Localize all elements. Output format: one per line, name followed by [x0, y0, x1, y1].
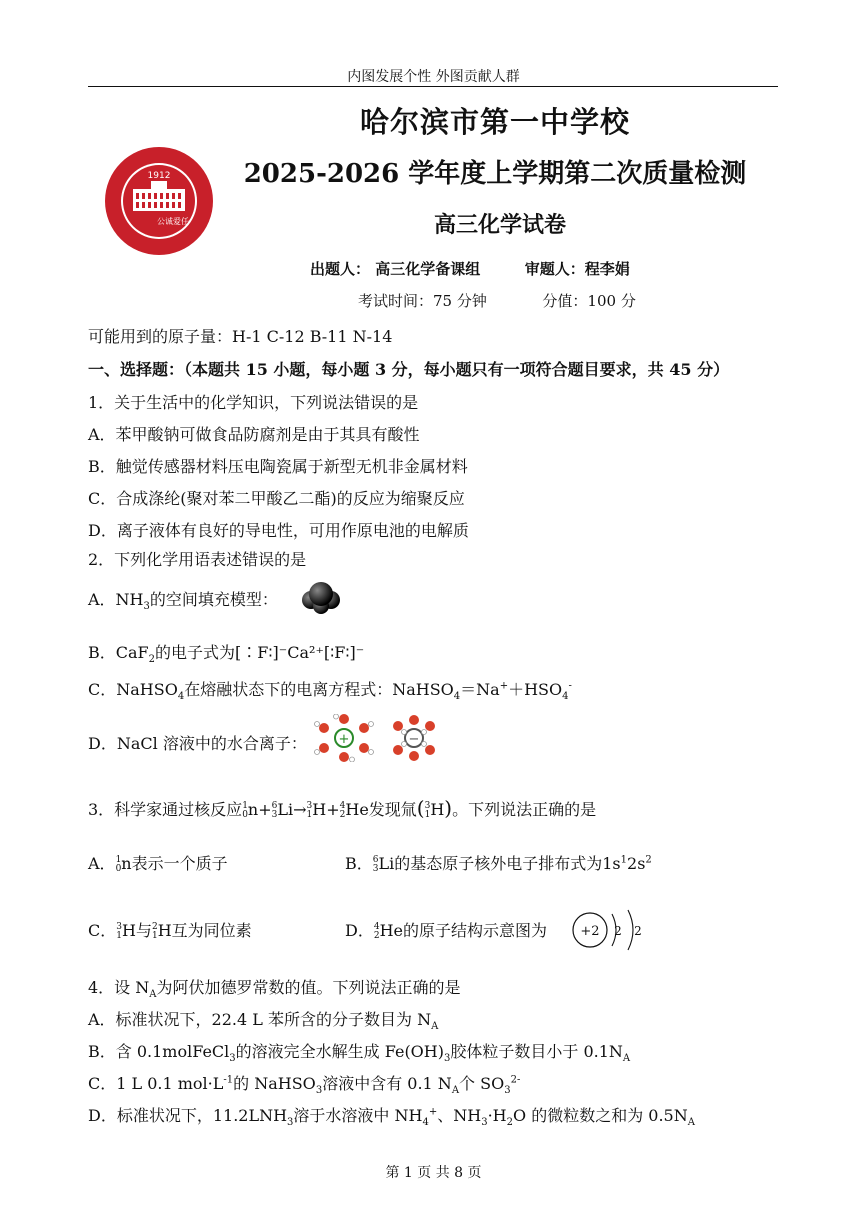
q3-li-sym: Li [277, 800, 294, 819]
seal-year: 1912 [147, 171, 171, 181]
q2-option-b [88, 640, 364, 665]
q2-option-d: D．NaCl 溶液中的水合离子： [88, 734, 307, 753]
subject-title: 高三化学试卷 [433, 212, 566, 238]
q3-d-text: 的原子结构示意图为 [403, 921, 548, 940]
q3-b-sym: Li [378, 854, 395, 873]
q4-c-text: C．1 L 0.1 mol·L [88, 1074, 224, 1093]
q3-stem-a: 3．科学家通过核反应 [88, 800, 243, 819]
q4-c-sub1: 3 [315, 1085, 323, 1097]
q2-c-sub2: 4 [453, 691, 461, 703]
q4-stem-sub: A [149, 989, 157, 1001]
q2-b-prefix: B．CaF [88, 643, 149, 662]
q3-c-sym2: H [157, 921, 172, 940]
q4-option-b [88, 1039, 630, 1064]
q3-t-num: 1 [424, 809, 431, 820]
q3-b-mass: 6 [372, 854, 379, 865]
q3-a-mass: 1 [115, 854, 122, 865]
q3-c-num1: 1 [116, 930, 122, 941]
q2-c-plus: ＋HSO [508, 680, 563, 699]
q2-b-sub: 2 [148, 654, 156, 666]
time-score-line [358, 290, 636, 311]
q3-b-text: 的基态原子核外电子排布式为1s [394, 854, 621, 873]
q2-option-a [88, 587, 278, 612]
school-seal-logo [103, 145, 215, 257]
q3-b-mid: 2s [627, 854, 646, 873]
q1-option-c: C．合成涤纶(聚对苯二甲酸乙二酯)的反应为缩聚反应 [88, 489, 465, 508]
q3-plus2: + [326, 800, 340, 819]
q3-a-num: 0 [115, 863, 122, 874]
q4-d-mid3: ·H [487, 1106, 507, 1125]
cation-sign: + [338, 732, 350, 747]
q2-c-prefix: C．NaHSO [88, 680, 178, 699]
q1-option-d: D．离子液体有良好的导电性，可用作原电池的电解质 [88, 521, 469, 540]
q4-a-sub: A [431, 1021, 439, 1033]
he-atomic-structure-diagram [568, 906, 648, 954]
q3-h-num: 1 [306, 809, 313, 820]
q4-stem-end: 为阿伏加德罗常数的值。下列说法正确的是 [156, 978, 461, 997]
q2-c-sup1: + [499, 680, 509, 692]
q4-d-sub4: 2 [506, 1117, 513, 1129]
q3-n-mass: 1 [242, 800, 248, 811]
header-rule [88, 86, 778, 87]
author: 出题人： 高三化学备课组 [310, 260, 481, 278]
q4-d-sub3: 3 [481, 1117, 488, 1129]
q3-d-prefix: D． [345, 921, 374, 940]
q3-d-sym: He [379, 921, 403, 940]
nh3-space-filling-model [297, 580, 345, 614]
q1-option-b: B．触觉传感器材料压电陶瓷属于新型无机非金属材料 [88, 457, 468, 476]
anion-sign: − [408, 732, 420, 747]
q3-paren-close: ) [444, 796, 453, 820]
page-number: 第 1 页 共 8 页 [385, 1165, 482, 1181]
q4-option-d [88, 1103, 695, 1128]
q3-li-num: 3 [271, 809, 278, 820]
q2-c-mid: 在熔融状态下的电离方程式：NaHSO [184, 680, 454, 699]
q3-d-num: 2 [373, 930, 380, 941]
q3-he-num: 2 [339, 809, 346, 820]
q4-b-mid: 的溶液完全水解生成 Fe(OH) [235, 1042, 444, 1061]
q2-a-prefix: A．NH [88, 590, 144, 609]
q3-he-mass: 4 [339, 800, 346, 811]
he-nucleus-charge: +2 [580, 924, 600, 939]
school-name: 哈尔滨市第一中学校 [359, 105, 630, 139]
q4-a-text: A．标准状况下，22.4 L 苯所含的分子数目为 N [88, 1010, 432, 1029]
q4-c-end: 个 SO [459, 1074, 505, 1093]
q3-c-num2: 1 [151, 930, 158, 941]
q4-b-text: B．含 0.1molFeCl [88, 1042, 230, 1061]
q3-b-sup1: 1 [620, 854, 628, 866]
header-slogan: 内图发展个性 外图贡献人群 [347, 69, 520, 85]
q4-stem-a: 4．设 N [88, 978, 150, 997]
q2-c-sub: 4 [177, 691, 185, 703]
q3-c-mid: 与 [135, 921, 152, 940]
q4-d-mid: 溶于水溶液中 NH [293, 1106, 423, 1125]
q3-t-mass: 3 [424, 800, 431, 811]
q3-c-prefix: C． [88, 921, 117, 940]
q4-b-end: 胶体粒子数目小于 0.1N [450, 1042, 623, 1061]
q2-c-sup2: - [568, 680, 572, 692]
q3-option-d [345, 918, 547, 941]
q3-stem-b: 发现氚 [368, 800, 417, 819]
q4-c-mid2: 溶液中含有 0.1 N [322, 1074, 452, 1093]
q4-c-sub3: 3 [504, 1085, 511, 1097]
q4-b-sub1: 3 [229, 1053, 236, 1065]
q3-he-sym: He [345, 800, 369, 819]
q3-b-num: 3 [372, 863, 379, 874]
q3-arrow: → [293, 800, 307, 819]
q3-n-sym: n [247, 800, 259, 819]
atomic-masses: 可能用到的原子量：H-1 C-12 B-11 N-14 [88, 327, 393, 346]
q4-option-c [88, 1071, 520, 1096]
q4-d-end: O 的微粒数之和为 0.5N [513, 1106, 688, 1125]
q3-stem [88, 796, 596, 820]
q3-h-mass: 3 [306, 800, 313, 811]
q3-option-c [88, 918, 252, 941]
q3-option-a [88, 851, 228, 874]
he-shell1-count: 2 [614, 924, 622, 938]
q2-c-sub3: 4 [562, 691, 569, 703]
q3-h-sym: H [312, 800, 327, 819]
caf2-electron-formula: [∶F∶]⁻Ca²⁺[∶F∶]⁻ [235, 643, 365, 662]
q4-c-sup1: -1 [223, 1074, 234, 1086]
hydrated-ions-diagram [310, 714, 450, 762]
q3-c-mass2: 2 [151, 921, 158, 932]
q3-a-text: 表示一个质子 [131, 854, 228, 873]
he-shell2-count: 2 [634, 924, 642, 938]
q3-t-sym: H [430, 800, 445, 819]
q4-stem [88, 975, 461, 1000]
q3-b-sup2: 2 [645, 854, 652, 866]
q1-stem: 1．关于生活中的化学知识，下列说法错误的是 [88, 393, 419, 412]
q4-b-sub2: 3 [444, 1053, 451, 1065]
reviewer: 审题人：程李娟 [524, 260, 630, 278]
q3-a-sym: n [121, 854, 132, 873]
exam-title: 2025-2026 学年度上学期第二次质量检测 [243, 159, 747, 189]
q3-paren-open: ( [416, 796, 425, 820]
q4-c-mid: 的 NaHSO [233, 1074, 316, 1093]
q4-d-sub5: A [687, 1117, 695, 1129]
seal-motto: 公诚爱任 [157, 217, 189, 226]
q2-stem: 2．下列化学用语表述错误的是 [88, 550, 307, 569]
q3-b-prefix: B． [345, 854, 373, 873]
exam-time: 考试时间：75 分钟 [358, 292, 487, 310]
q4-b-sub3: A [622, 1053, 631, 1065]
q4-d-sub1: 3 [287, 1117, 294, 1129]
q4-c-sup2: 2- [510, 1074, 521, 1086]
section-heading: 一、选择题：（本题共 15 小题，每小题 3 分，每小题只有一项符合题目要求，共 45 分） [88, 360, 730, 379]
q2-option-c [88, 677, 572, 702]
q4-c-sub2: A [451, 1085, 460, 1097]
q2-c-eq: ＝Na [460, 680, 500, 699]
q4-option-a [88, 1007, 438, 1032]
q1-option-a: A．苯甲酸钠可做食品防腐剂是由于其具有酸性 [88, 425, 420, 444]
q4-d-sup1: + [428, 1106, 438, 1118]
q4-d-mid2: 、NH [437, 1106, 482, 1125]
q3-n-num: 0 [242, 809, 248, 820]
exam-score: 分值：100 分 [542, 292, 636, 310]
author-line [310, 258, 630, 279]
q3-c-text: 互为同位素 [171, 921, 252, 940]
q4-d-sub2: 4 [422, 1117, 429, 1129]
q3-a-prefix: A． [88, 854, 116, 873]
q4-d-text: D．标准状况下，11.2LNH [88, 1106, 288, 1125]
q3-li-mass: 6 [271, 800, 278, 811]
q3-plus1: + [258, 800, 272, 819]
q3-option-b [345, 851, 652, 874]
q3-c-sym1: H [121, 921, 136, 940]
q2-a-suffix: 的空间填充模型： [149, 590, 278, 609]
q2-b-mid: 的电子式为 [155, 643, 236, 662]
q3-c-mass1: 3 [116, 921, 122, 932]
q2-a-sub: 3 [143, 601, 150, 613]
q3-stem-c: 。下列说法正确的是 [452, 800, 597, 819]
q3-d-mass: 4 [373, 921, 380, 932]
